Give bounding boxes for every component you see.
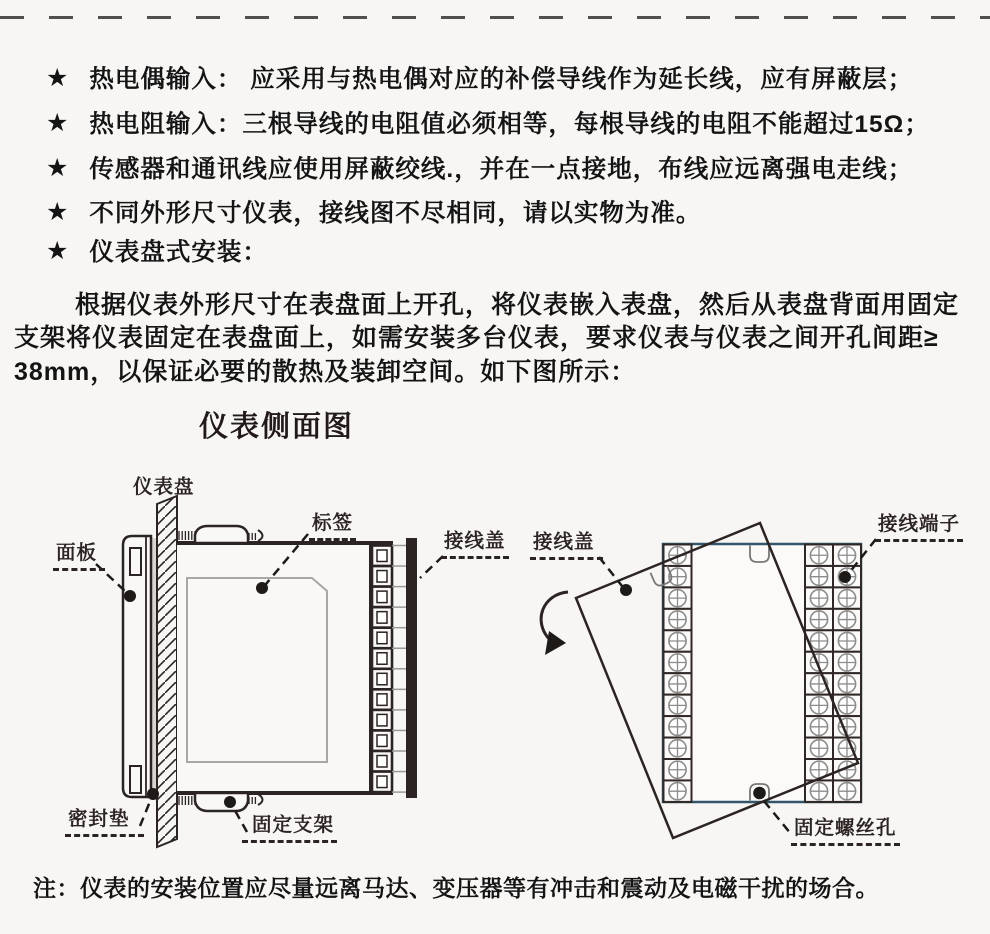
label-fixing-bracket: 固定支架 — [242, 809, 337, 843]
label-seal-gasket: 密封垫 — [65, 803, 144, 837]
terminal-slot — [377, 653, 387, 665]
fixing-bracket-bottom — [195, 793, 248, 811]
bullet-item — [46, 233, 268, 268]
terminal-cover-bar — [406, 538, 417, 798]
terminal-slot — [377, 550, 387, 562]
label-front-panel: 面板 — [53, 537, 105, 571]
paragraph-line: 支架将仪表固定在表盘面上，如需安装多台仪表，要求仪表与仪表之间开孔间距≥ — [14, 324, 939, 352]
leader-dot-bracket — [224, 796, 236, 808]
note-text: 注：仪表的安装位置应尽量远离马达、变压器等有冲击和震动及电磁干扰的场合。 — [33, 875, 879, 901]
paragraph-line: 38mm，以保证必要的散热及装卸空间。如下图所示： — [14, 358, 637, 386]
bullet-item — [46, 105, 930, 140]
bullet-text: 不同外形尺寸仪表，接线图不尽相同，请以实物为准。 — [89, 200, 702, 227]
terminal-slot — [377, 776, 387, 788]
rotation-arrow — [541, 592, 568, 640]
leader-cover-right — [599, 557, 622, 586]
bullet-item — [46, 150, 913, 185]
leader-dot-cover-right — [620, 584, 632, 596]
instrument-body — [177, 545, 370, 791]
ladder-lines — [392, 546, 406, 793]
terminal-slot — [377, 756, 387, 768]
leader-cover-left — [420, 556, 443, 578]
star-icon: ★ — [46, 109, 70, 137]
top-dashed-border — [0, 16, 990, 19]
terminal-slot — [377, 735, 387, 747]
label-tag: 标签 — [309, 507, 356, 541]
star-icon: ★ — [46, 64, 70, 92]
terminal-slot — [377, 591, 387, 603]
bullet-item — [46, 194, 701, 229]
bullet-text: 仪表盘式安装： — [89, 239, 268, 266]
terminal-slot — [377, 571, 387, 583]
terminal-slot — [377, 632, 387, 644]
terminal-slot — [377, 673, 387, 685]
leader-dot-terminals — [839, 571, 851, 583]
rotation-arrowhead — [545, 631, 566, 655]
bullet-item — [46, 60, 913, 95]
diagram-title: 仪表侧面图 — [199, 411, 355, 443]
terminal-slot — [377, 612, 387, 624]
leader-dot-screw-hole — [753, 787, 766, 800]
screw-cap-bottom — [258, 794, 263, 805]
panel-wall-hatched — [157, 496, 177, 847]
paragraph-line: 根据仪表外形尺寸在表盘面上开孔，将仪表嵌入表盘，然后从表盘背面用固定 — [75, 291, 960, 319]
label-terminal-cover-left: 接线盖 — [441, 525, 509, 559]
bezel-clip-top — [130, 548, 141, 575]
leader-screw-hole — [764, 801, 791, 834]
label-fixing-screw-hole: 固定螺丝孔 — [791, 812, 900, 846]
bullet-text: 热电偶输入： 应采用与热电偶对应的补偿导线作为延长线，应有屏蔽层； — [89, 66, 914, 93]
star-icon: ★ — [46, 198, 70, 226]
bullet-text: 热电阻输入：三根导线的电阻值必须相等，每根导线的电阻不能超过15Ω； — [89, 111, 930, 138]
terminal-slot — [377, 714, 387, 726]
screw-cap-top — [258, 530, 263, 541]
bullet-text: 传感器和通讯线应使用屏蔽绞线.，并在一点接地，布线应远离强电走线； — [89, 156, 914, 183]
star-icon: ★ — [46, 154, 70, 182]
terminal-slot — [377, 694, 387, 706]
fixing-bracket-top — [195, 526, 248, 543]
bezel-clip-bottom — [130, 766, 141, 793]
left-terminal-strip — [372, 546, 392, 793]
label-terminals: 接线端子 — [875, 508, 963, 542]
leader-dot-gasket — [147, 788, 159, 800]
star-icon: ★ — [46, 237, 70, 265]
leader-dot-tag — [256, 582, 268, 594]
label-instrument-panel: 仪表盘 — [133, 476, 195, 498]
leader-dot-front-panel — [124, 590, 136, 602]
label-terminal-cover-right: 接线盖 — [530, 526, 603, 560]
